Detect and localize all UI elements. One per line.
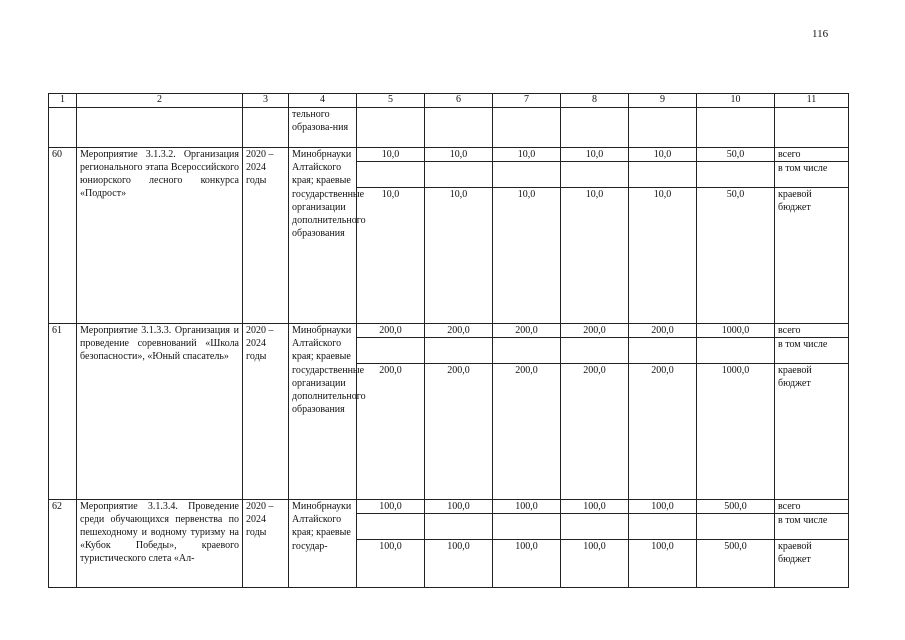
page-number: 116	[812, 28, 829, 40]
value-cell: 100,0	[425, 500, 493, 514]
continuation-row	[49, 108, 849, 148]
value-cell: 10,0	[425, 148, 493, 162]
value-cell: 200,0	[561, 364, 629, 500]
executor-cell: Минобрнауки Алтайского края; краевые государственные организации дополнительного образования	[289, 324, 357, 500]
value-cell: 10,0	[629, 148, 697, 162]
period-cell: 2020 – 2024 годы	[243, 324, 289, 500]
header-cell: 10	[697, 94, 775, 108]
header-cell: 3	[243, 94, 289, 108]
row-number: 60	[49, 148, 77, 324]
value-cell: 100,0	[357, 500, 425, 514]
value-cell: 10,0	[493, 148, 561, 162]
header-cell: 1	[49, 94, 77, 108]
measure-name: Мероприятие 3.1.3.2. Организация регионального этапа Всероссийского юниорского лесного конкурса «Подрост»	[77, 148, 243, 324]
value-cell: 1000,0	[697, 324, 775, 338]
value-cell: 10,0	[425, 188, 493, 324]
value-cell: 10,0	[561, 148, 629, 162]
value-cell: 1000,0	[697, 364, 775, 500]
source-label: краевой бюджет	[775, 540, 849, 588]
value-cell: 200,0	[629, 324, 697, 338]
value-cell: 200,0	[425, 324, 493, 338]
value-cell: 200,0	[425, 364, 493, 500]
executor-cell: Минобрнауки Алтайского края; краевые государственные организации дополнительного образования	[289, 148, 357, 324]
value-cell: 100,0	[493, 500, 561, 514]
header-cell: 9	[629, 94, 697, 108]
header-row	[49, 94, 849, 108]
value-cell: 500,0	[697, 540, 775, 588]
period-cell: 2020 – 2024 годы	[243, 148, 289, 324]
source-label: всего	[775, 324, 849, 338]
value-cell: 10,0	[561, 188, 629, 324]
value-cell: 200,0	[629, 364, 697, 500]
table-row	[49, 500, 849, 514]
row-number: 61	[49, 324, 77, 500]
value-cell: 200,0	[493, 324, 561, 338]
value-cell: 50,0	[697, 148, 775, 162]
source-label: краевой бюджет	[775, 364, 849, 500]
value-cell: 200,0	[561, 324, 629, 338]
source-label: всего	[775, 500, 849, 514]
header-cell: 6	[425, 94, 493, 108]
measure-name: Мероприятие 3.1.3.4. Проведение среди обучающихся первенства по пешеходному и водному туризму на «Кубок Победы», краевого туристического слета «Ал-	[77, 500, 243, 588]
value-cell: 10,0	[357, 188, 425, 324]
source-label: в том числе	[775, 162, 849, 188]
value-cell: 100,0	[493, 540, 561, 588]
header-cell: 5	[357, 94, 425, 108]
value-cell: 50,0	[697, 188, 775, 324]
value-cell: 10,0	[357, 148, 425, 162]
value-cell: 200,0	[357, 364, 425, 500]
table-row	[49, 148, 849, 162]
program-table	[48, 93, 849, 588]
value-cell: 10,0	[493, 188, 561, 324]
source-label: всего	[775, 148, 849, 162]
header-cell: 4	[289, 94, 357, 108]
value-cell: 500,0	[697, 500, 775, 514]
measure-name: Мероприятие 3.1.3.3. Организация и проведение соревнований «Школа безопасности», «Юный спасатель»	[77, 324, 243, 500]
value-cell: 10,0	[629, 188, 697, 324]
value-cell: 200,0	[493, 364, 561, 500]
value-cell: 100,0	[357, 540, 425, 588]
table-row	[49, 324, 849, 338]
header-cell: 7	[493, 94, 561, 108]
source-label: краевой бюджет	[775, 188, 849, 324]
value-cell: 200,0	[357, 324, 425, 338]
value-cell: 100,0	[561, 540, 629, 588]
source-label: в том числе	[775, 514, 849, 540]
header-cell: 2	[77, 94, 243, 108]
value-cell: 100,0	[425, 540, 493, 588]
source-label: в том числе	[775, 338, 849, 364]
executor-cell: Минобрнауки Алтайского края; краевые государ-	[289, 500, 357, 588]
value-cell: 100,0	[561, 500, 629, 514]
value-cell: 100,0	[629, 500, 697, 514]
header-cell: 8	[561, 94, 629, 108]
period-cell: 2020 – 2024 годы	[243, 500, 289, 588]
executor-cell: тельного образова-ния	[289, 108, 357, 148]
header-cell: 11	[775, 94, 849, 108]
value-cell: 100,0	[629, 540, 697, 588]
row-number: 62	[49, 500, 77, 588]
